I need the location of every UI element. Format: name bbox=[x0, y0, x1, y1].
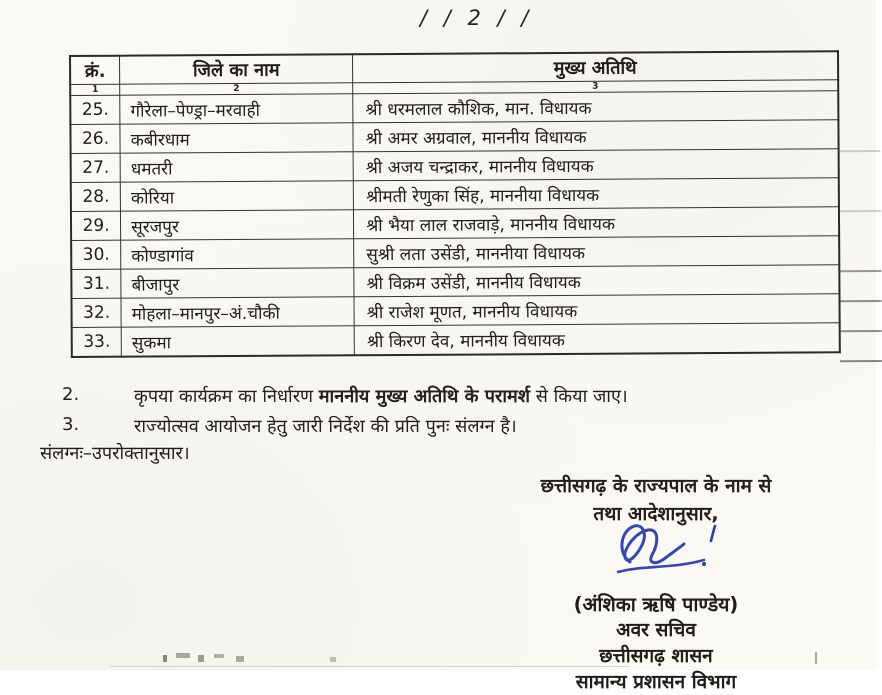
row-sno: 32. bbox=[71, 298, 121, 327]
signature-ink-dot bbox=[702, 562, 706, 566]
signatory-government: छत्तीसगढ़ शासन bbox=[599, 645, 713, 667]
col-header-sno: क्रं. bbox=[70, 56, 120, 85]
enclosure-note: संलग्नः–उपरोक्तानुसार। bbox=[40, 443, 190, 464]
scan-smudge bbox=[198, 655, 204, 662]
table-row bbox=[71, 236, 839, 270]
row-district: गौरेला–पेण्ड्रा–मरवाही bbox=[120, 94, 353, 124]
table-row bbox=[70, 91, 838, 125]
row-district: कोरिया bbox=[120, 181, 353, 211]
row-district: कबीरधाम bbox=[120, 123, 353, 153]
row-district: सुकमा bbox=[121, 326, 354, 357]
signature-authority-line2: तथा आदेशानुसार, bbox=[593, 503, 719, 525]
row-guest: श्री किरण देव, माननीय विधायक bbox=[354, 323, 839, 355]
row-guest: श्री राजेश मूणत, माननीय विधायक bbox=[354, 294, 839, 326]
row-sno: 27. bbox=[71, 153, 121, 182]
col-index-2: 2 bbox=[120, 83, 353, 95]
scan-line-artifact bbox=[839, 150, 881, 152]
row-guest: श्रीमती रेणुका सिंह, माननीया विधायक bbox=[353, 178, 838, 210]
scan-line-artifact bbox=[840, 330, 882, 332]
row-district: धमतरी bbox=[120, 152, 353, 182]
scan-fold-line bbox=[110, 666, 630, 667]
guest-table-wrap bbox=[69, 50, 841, 358]
table-row bbox=[71, 178, 839, 212]
signature-ink bbox=[608, 520, 718, 582]
scan-line-artifact bbox=[839, 270, 881, 272]
row-sno: 31. bbox=[71, 269, 121, 298]
paragraph-2-bold-text: माननीय मुख्य अतिथि के परामर्श bbox=[318, 386, 531, 407]
table-row bbox=[71, 265, 839, 299]
scan-smudge bbox=[236, 656, 244, 662]
scan-line-artifact bbox=[840, 360, 882, 362]
scan-smudge bbox=[163, 655, 167, 662]
row-district: कोण्डागांव bbox=[121, 239, 354, 269]
row-district: सूरजपुर bbox=[121, 210, 354, 240]
row-guest: श्री अजय चन्द्राकर, माननीय विधायक bbox=[353, 149, 838, 181]
row-sno: 25. bbox=[70, 95, 120, 124]
table-row bbox=[71, 149, 839, 183]
scan-smudge bbox=[330, 657, 336, 662]
signature-block bbox=[480, 472, 832, 695]
row-sno: 33. bbox=[72, 327, 122, 357]
col-index-3: 3 bbox=[353, 80, 838, 94]
col-header-district: जिले का नाम bbox=[120, 54, 353, 84]
row-sno: 28. bbox=[71, 182, 121, 211]
row-guest: श्री विक्रम उसेंडी, माननीय विधायक bbox=[354, 265, 839, 297]
signatory-department: सामान्य प्रशासन विभाग bbox=[575, 671, 737, 693]
row-guest: श्री धरमलाल कौशिक, मान. विधायक bbox=[353, 91, 838, 123]
signatory-name: (अंशिका ऋषि पाण्डेय) bbox=[573, 593, 739, 616]
row-sno: 29. bbox=[71, 211, 121, 240]
paragraph-2 bbox=[62, 384, 842, 408]
row-district: बीजापुर bbox=[121, 268, 354, 298]
paragraph-3-text: राज्योत्सव आयोजन हेतु जारी निर्देश की प्रति पुनः संलग्न है। bbox=[134, 416, 517, 437]
row-guest: श्री भैया लाल राजवाड़े, माननीय विधायक bbox=[354, 207, 839, 239]
paragraph-2-number: 2. bbox=[62, 384, 80, 405]
table-row bbox=[71, 294, 839, 328]
row-sno: 26. bbox=[70, 124, 120, 153]
row-district: मोहला–मानपुर–अं.चौकी bbox=[121, 297, 354, 327]
col-header-guest: मुख्य अतिथि bbox=[353, 51, 838, 82]
guest-table bbox=[69, 50, 841, 358]
col-index-1: 1 bbox=[70, 84, 120, 95]
row-guest: सुश्री लता उसेंडी, माननीया विधायक bbox=[354, 236, 839, 268]
signature-authority-line1: छत्तीसगढ़ के राज्यपाल के नाम से bbox=[540, 475, 772, 497]
signatory-designation: अवर सचिव bbox=[616, 619, 696, 641]
row-guest: श्री अमर अग्रवाल, माननीय विधायक bbox=[353, 120, 838, 152]
page-number-marker: / / 2 / / bbox=[420, 6, 534, 30]
paragraph-2-text-after: से किया जाए। bbox=[530, 386, 628, 407]
scan-smudge bbox=[815, 652, 817, 664]
scan-line-artifact bbox=[839, 210, 881, 212]
table-row bbox=[70, 120, 838, 154]
table-row bbox=[71, 207, 839, 241]
paragraph-2-text: कृपया कार्यक्रम का निर्धारण bbox=[134, 386, 319, 407]
paragraph-3-number: 3. bbox=[62, 414, 80, 435]
paragraph-3 bbox=[62, 414, 842, 438]
row-sno: 30. bbox=[71, 240, 121, 269]
scan-smudge bbox=[176, 653, 190, 658]
signature-pen-tick bbox=[708, 524, 718, 548]
scan-line-artifact bbox=[840, 300, 882, 302]
table-row bbox=[72, 323, 840, 357]
scan-smudge bbox=[214, 654, 224, 658]
